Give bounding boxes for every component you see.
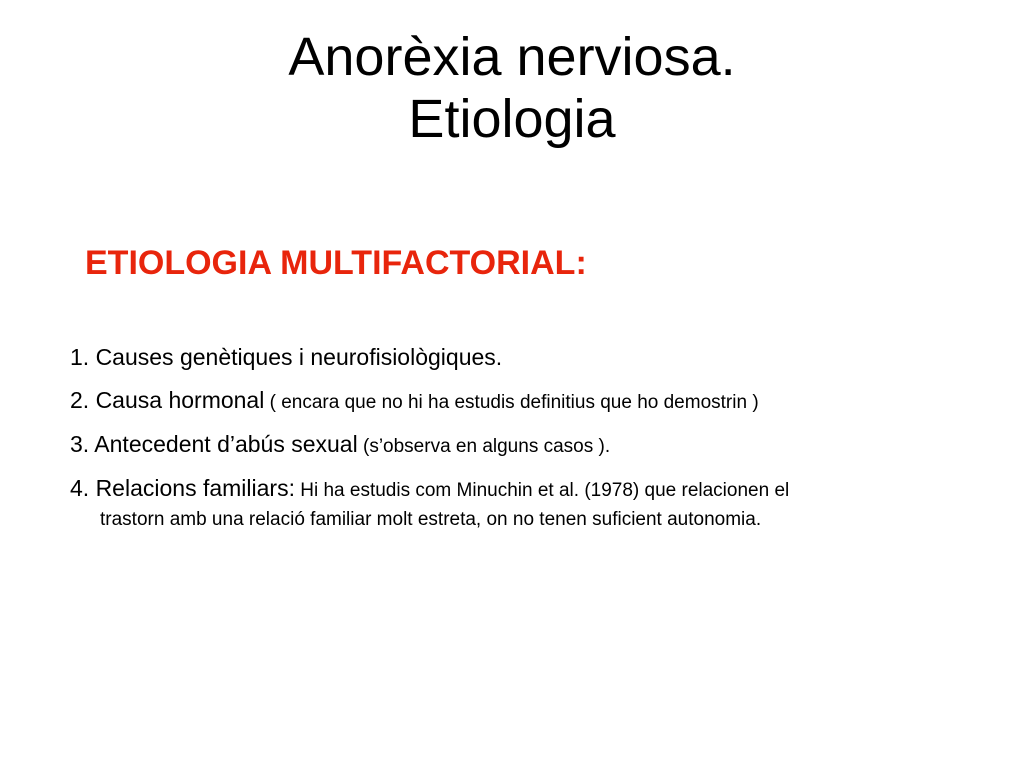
list-item-detail: (s’observa en alguns casos ). xyxy=(357,436,611,457)
list-item xyxy=(70,380,970,424)
list-item xyxy=(70,337,970,381)
list-item-detail: Hi ha estudis com Minuchin et al. (1978) que relacionen el xyxy=(294,480,790,501)
list-item-lead: 3. Antecedent d’abús sexual xyxy=(70,431,358,457)
list-item-lead: 1. Causes genètiques i neurofisiològiques. xyxy=(70,344,503,370)
list-item-continuation: trastorn amb una relació familiar molt estreta, on no tenen suficient autonomia. xyxy=(100,509,762,530)
list-item-lead: 4. Relacions familiars: xyxy=(70,475,295,501)
list-item-lead: 2. Causa hormonal xyxy=(70,387,265,413)
list-item xyxy=(70,424,970,468)
list-item-detail: ( encara que no hi ha estudis definitius que ho demostrin ) xyxy=(264,392,759,413)
slide-subtitle: ETIOLOGIA MULTIFACTORIAL: xyxy=(85,244,587,282)
slide-title-line-2: Etiologia xyxy=(408,89,616,149)
slide-title-line-1: Anorèxia nerviosa. xyxy=(288,27,736,87)
list-item xyxy=(70,473,970,533)
slide-title xyxy=(0,26,1024,150)
etiology-list xyxy=(70,337,970,533)
